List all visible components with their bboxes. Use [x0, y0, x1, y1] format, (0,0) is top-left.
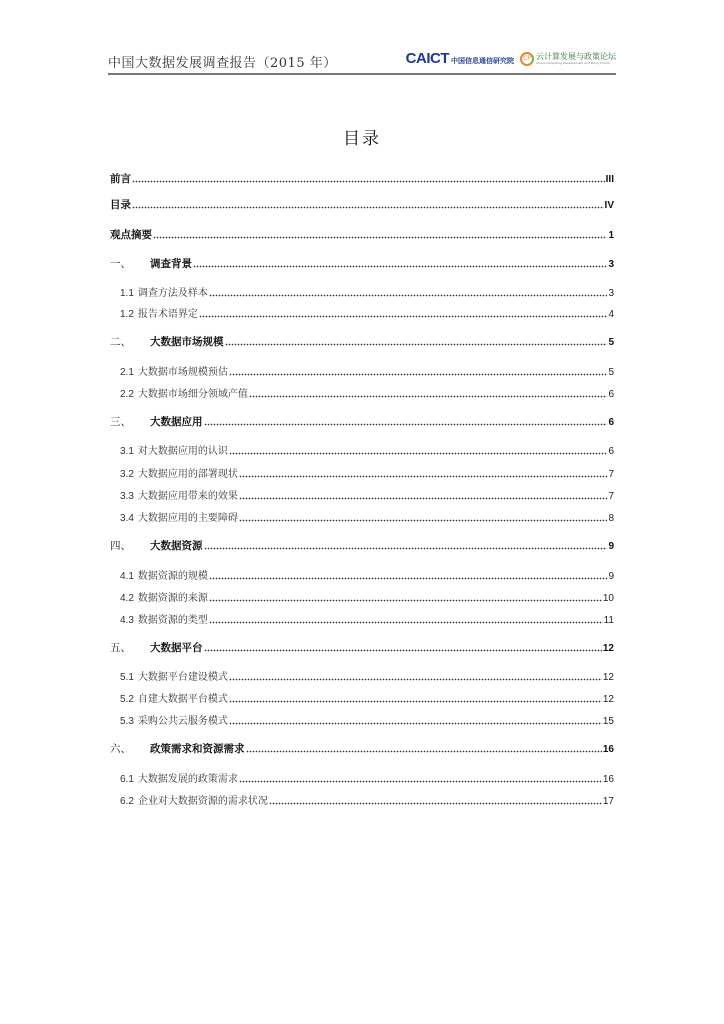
- dot-leader: [204, 540, 608, 550]
- toc-section-entry[interactable]: [120, 305, 614, 320]
- caict-logo-mark: CAICT: [405, 50, 449, 67]
- toc-entry-label: 大数据平台建设模式: [137, 672, 228, 683]
- toc-entry-number: 2.2: [120, 389, 134, 400]
- toc-entry-number: 四、: [110, 540, 131, 552]
- toc-entry-label: 前言: [110, 173, 131, 185]
- toc-entry-label: 观点摘要: [110, 229, 152, 241]
- dot-leader: [229, 693, 602, 703]
- toc-entry-number: 3.1: [120, 446, 134, 457]
- forum-logo-textblock: [536, 53, 616, 65]
- toc-section-entry[interactable]: [120, 465, 614, 480]
- toc-entry-number: 五、: [110, 642, 131, 654]
- toc-entry-page-number: 6: [608, 417, 614, 428]
- toc-entry-label: 数据资源的规模: [137, 571, 208, 582]
- forum-logo-subtext: Cloud Computing Development and Policy Forum: [536, 60, 610, 65]
- toc-section-entry[interactable]: [120, 690, 614, 705]
- toc-entry-number: 1.1: [120, 288, 134, 299]
- toc-entry-page-number: 8: [608, 513, 614, 524]
- toc-entry-page-number: 1: [608, 230, 614, 241]
- toc-section-entry[interactable]: [120, 770, 614, 785]
- toc-section-entry[interactable]: [120, 712, 614, 727]
- dot-leader: [204, 642, 602, 652]
- toc-entry-page-number: 12: [602, 672, 614, 683]
- toc-chapter-entry[interactable]: [110, 256, 614, 271]
- dot-leader: [209, 592, 602, 602]
- toc-entry-label: 对大数据应用的认识: [137, 446, 228, 457]
- toc-entry-label: 大数据资源: [150, 540, 203, 552]
- page-header: [108, 46, 616, 74]
- toc-entry-label: 报告术语界定: [137, 309, 198, 320]
- toc-section-entry[interactable]: [120, 567, 614, 582]
- toc-entry-label: 大数据平台: [150, 642, 203, 654]
- toc-chapter-entry[interactable]: [110, 227, 614, 242]
- toc-entry-page-number: 9: [608, 571, 614, 582]
- toc-entry-number: 5.3: [120, 716, 134, 727]
- toc-entry-label: 调查方法及样本: [137, 288, 208, 299]
- dot-leader: [193, 258, 607, 268]
- toc-entry-number: 6.1: [120, 774, 134, 785]
- forum-logo-icon: CP: [520, 52, 534, 66]
- toc-entry-number: 一、: [110, 258, 131, 270]
- toc-chapter-entry[interactable]: [110, 197, 614, 212]
- toc-entry-label: 政策需求和资源需求: [150, 743, 245, 755]
- toc-entry-label: 大数据市场规模预估: [137, 367, 228, 378]
- toc-section-entry[interactable]: [120, 284, 614, 299]
- toc-entry-page-number: IV: [604, 200, 614, 211]
- dot-leader: [269, 795, 602, 805]
- toc-entry-page-number: 16: [602, 774, 614, 785]
- toc-section-entry[interactable]: [120, 385, 614, 400]
- header-divider: [108, 73, 616, 75]
- toc-entry-label: 采购公共云服务模式: [137, 716, 228, 727]
- dot-leader: [239, 773, 602, 783]
- toc-entry-label: 自建大数据平台模式: [137, 694, 228, 705]
- caict-logo: [406, 50, 514, 67]
- toc-entry-number: 2.1: [120, 367, 134, 378]
- toc-entry-number: 5.2: [120, 694, 134, 705]
- toc-entry-label: 大数据应用: [150, 416, 203, 428]
- dot-leader: [229, 445, 608, 455]
- toc-entry-label: 大数据发展的政策需求: [137, 774, 238, 785]
- toc-chapter-entry[interactable]: [110, 414, 614, 429]
- toc-entry-page-number: 7: [608, 469, 614, 480]
- report-title: 中国大数据发展调查报告（2015 年）: [108, 56, 337, 71]
- dot-leader: [204, 416, 608, 426]
- dot-leader: [229, 715, 602, 725]
- toc-chapter-entry[interactable]: [110, 334, 614, 349]
- toc-entry-page-number: 12: [602, 694, 614, 705]
- dot-leader: [225, 336, 608, 346]
- toc-entry-page-number: 6: [608, 389, 614, 400]
- toc-entry-label: 大数据应用的主要障碍: [137, 513, 238, 524]
- dot-leader: [209, 570, 608, 580]
- toc-entry-label: 大数据应用带来的效果: [137, 491, 238, 502]
- toc-section-entry[interactable]: [120, 487, 614, 502]
- forum-logo-text: 云计算发展与政策论坛: [536, 51, 616, 61]
- dot-leader: [229, 671, 602, 681]
- toc-entry-page-number: 3: [608, 288, 614, 299]
- toc-entry-page-number: 12: [602, 643, 614, 654]
- toc-entry-page-number: 4: [608, 309, 614, 320]
- dot-leader: [229, 366, 608, 376]
- dot-leader: [239, 468, 608, 478]
- toc-entry-label: 大数据市场规模: [150, 336, 224, 348]
- toc-entry-page-number: 3: [608, 259, 614, 270]
- toc-entry-number: 4.3: [120, 615, 134, 626]
- forum-logo: [520, 52, 616, 66]
- toc-entry-label: 调查背景: [150, 258, 192, 270]
- toc-entry-page-number: 9: [608, 541, 614, 552]
- toc-entry-number: 二、: [110, 336, 131, 348]
- toc-section-entry[interactable]: [120, 509, 614, 524]
- toc-entry-page-number: 6: [608, 446, 614, 457]
- toc-entry-page-number: 16: [602, 744, 614, 755]
- dot-leader: [239, 512, 608, 522]
- toc-entry-label: 目录: [110, 199, 131, 211]
- toc-chapter-entry[interactable]: [110, 171, 614, 186]
- toc-entry-label: 数据资源的类型: [137, 615, 208, 626]
- dot-leader: [132, 173, 605, 183]
- toc-chapter-entry[interactable]: [110, 741, 614, 756]
- header-logos: [406, 50, 616, 67]
- toc-entry-number: 六、: [110, 743, 131, 755]
- dot-leader: [132, 199, 604, 209]
- dot-leader: [209, 614, 603, 624]
- dot-leader: [239, 490, 608, 500]
- toc-title: 目录: [343, 129, 381, 149]
- toc-entry-page-number: 5: [608, 367, 614, 378]
- dot-leader: [209, 287, 608, 297]
- toc-entry-number: 三、: [110, 416, 131, 428]
- toc-section-entry[interactable]: [120, 589, 614, 604]
- toc-chapter-entry[interactable]: [110, 640, 614, 655]
- dot-leader: [249, 388, 608, 398]
- toc-entry-page-number: 7: [608, 491, 614, 502]
- toc-entry-number: 1.2: [120, 309, 134, 320]
- toc-section-entry[interactable]: [120, 668, 614, 683]
- toc-entry-page-number: 10: [602, 593, 614, 604]
- toc-entry-page-number: 17: [602, 796, 614, 807]
- toc-chapter-entry[interactable]: [110, 538, 614, 553]
- toc-entry-label: 数据资源的来源: [137, 593, 208, 604]
- toc-section-entry[interactable]: [120, 792, 614, 807]
- toc-entry-label: 大数据应用的部署现状: [137, 469, 238, 480]
- toc-section-entry[interactable]: [120, 611, 614, 626]
- dot-leader: [153, 229, 607, 239]
- toc-entry-number: 3.2: [120, 469, 134, 480]
- toc-entry-number: 5.1: [120, 672, 134, 683]
- toc-entry-page-number: III: [605, 174, 614, 185]
- toc-entry-label: 企业对大数据资源的需求状况: [137, 796, 268, 807]
- toc-entry-number: 4.2: [120, 593, 134, 604]
- toc-section-entry[interactable]: [120, 442, 614, 457]
- toc-entry-number: 3.3: [120, 491, 134, 502]
- toc-entry-page-number: 5: [608, 337, 614, 348]
- toc-entry-page-number: 15: [602, 716, 614, 727]
- dot-leader: [199, 308, 608, 318]
- toc-section-entry[interactable]: [120, 363, 614, 378]
- toc-entry-label: 大数据市场细分领域产值: [137, 389, 248, 400]
- toc-entry-number: 4.1: [120, 571, 134, 582]
- toc-entry-number: 6.2: [120, 796, 134, 807]
- caict-logo-text: 中国信息通信研究院: [451, 57, 514, 65]
- toc-entry-number: 3.4: [120, 513, 134, 524]
- dot-leader: [246, 743, 602, 753]
- toc-entry-page-number: 11: [603, 615, 614, 626]
